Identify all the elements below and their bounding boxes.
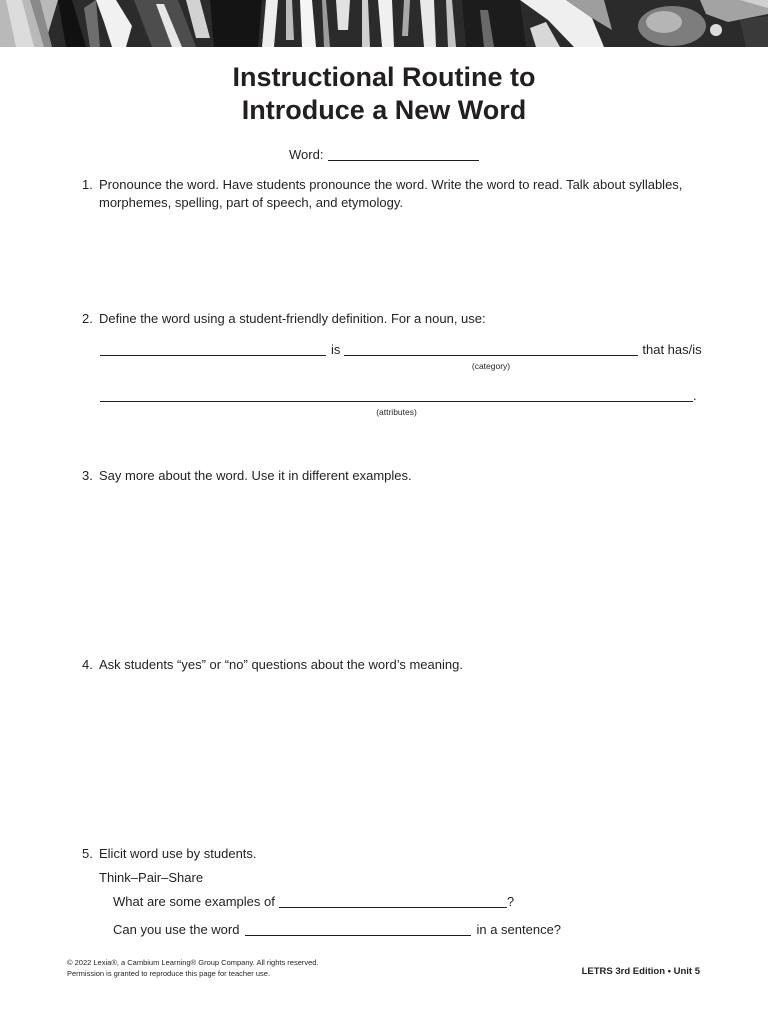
noun-blank-line [100, 343, 326, 356]
examples-prompt [113, 894, 514, 910]
step-text-line: Pronounce the word. Have students pronounce the word. Write the word to read. Talk about syllables, [99, 177, 683, 192]
category-blank-line [344, 343, 638, 356]
prompt-end: ? [506, 894, 515, 909]
word-label: Word: [289, 147, 324, 162]
step-5 [82, 845, 257, 863]
step-number: 4. [82, 657, 93, 672]
prompt-end: in a sentence? [476, 922, 562, 937]
step-1 [82, 176, 682, 212]
sentence-word-blank-line [245, 923, 471, 936]
step-number: 2. [82, 311, 93, 326]
frame-end-punctuation: . [693, 388, 697, 403]
prompt-text: What are some examples of [113, 894, 275, 909]
attributes-caption: (attributes) [376, 407, 417, 417]
examples-blank-line [279, 895, 507, 908]
step-3 [82, 467, 412, 485]
step-text: Ask students “yes” or “no” questions about the word’s meaning. [99, 657, 463, 672]
frame-trailing-text: that has/is [642, 342, 702, 357]
step-text: Elicit word use by students. [99, 846, 257, 861]
footer-legal [67, 957, 319, 979]
step-4 [82, 656, 463, 674]
word-field [289, 147, 479, 163]
header-banner-image [0, 0, 768, 47]
sentence-prompt [113, 922, 561, 938]
step-number: 1. [82, 177, 93, 192]
step-text: Define the word using a student-friendly definition. For a noun, use: [99, 311, 486, 326]
category-caption: (category) [471, 361, 511, 371]
permission-notice: Permission is granted to reproduce this page for teacher use. [67, 969, 271, 978]
page-title-line: Introduce a New Word [241, 95, 527, 125]
definition-frame-row [100, 342, 702, 358]
word-blank-line [328, 148, 479, 161]
copyright-notice: © 2022 Lexia®, a Cambium Learning® Group Company. All rights reserved. [67, 958, 319, 967]
attributes-blank-line [100, 389, 693, 402]
step-text [99, 176, 682, 212]
edition-label: LETRS 3rd Edition • Unit 5 [581, 966, 700, 977]
page-title-line: Instructional Routine to [232, 62, 536, 92]
attributes-frame-row [100, 388, 697, 404]
prompt-text: Can you use the word [113, 922, 240, 937]
step-number: 5. [82, 846, 93, 861]
step-2 [82, 310, 486, 328]
frame-connector: is [331, 342, 341, 357]
step-number: 3. [82, 468, 93, 483]
page-title [0, 61, 768, 127]
step-text-line: morphemes, spelling, part of speech, and etymology. [99, 195, 403, 210]
activity-label: Think–Pair–Share [99, 870, 204, 885]
step-text: Say more about the word. Use it in different examples. [99, 468, 412, 483]
